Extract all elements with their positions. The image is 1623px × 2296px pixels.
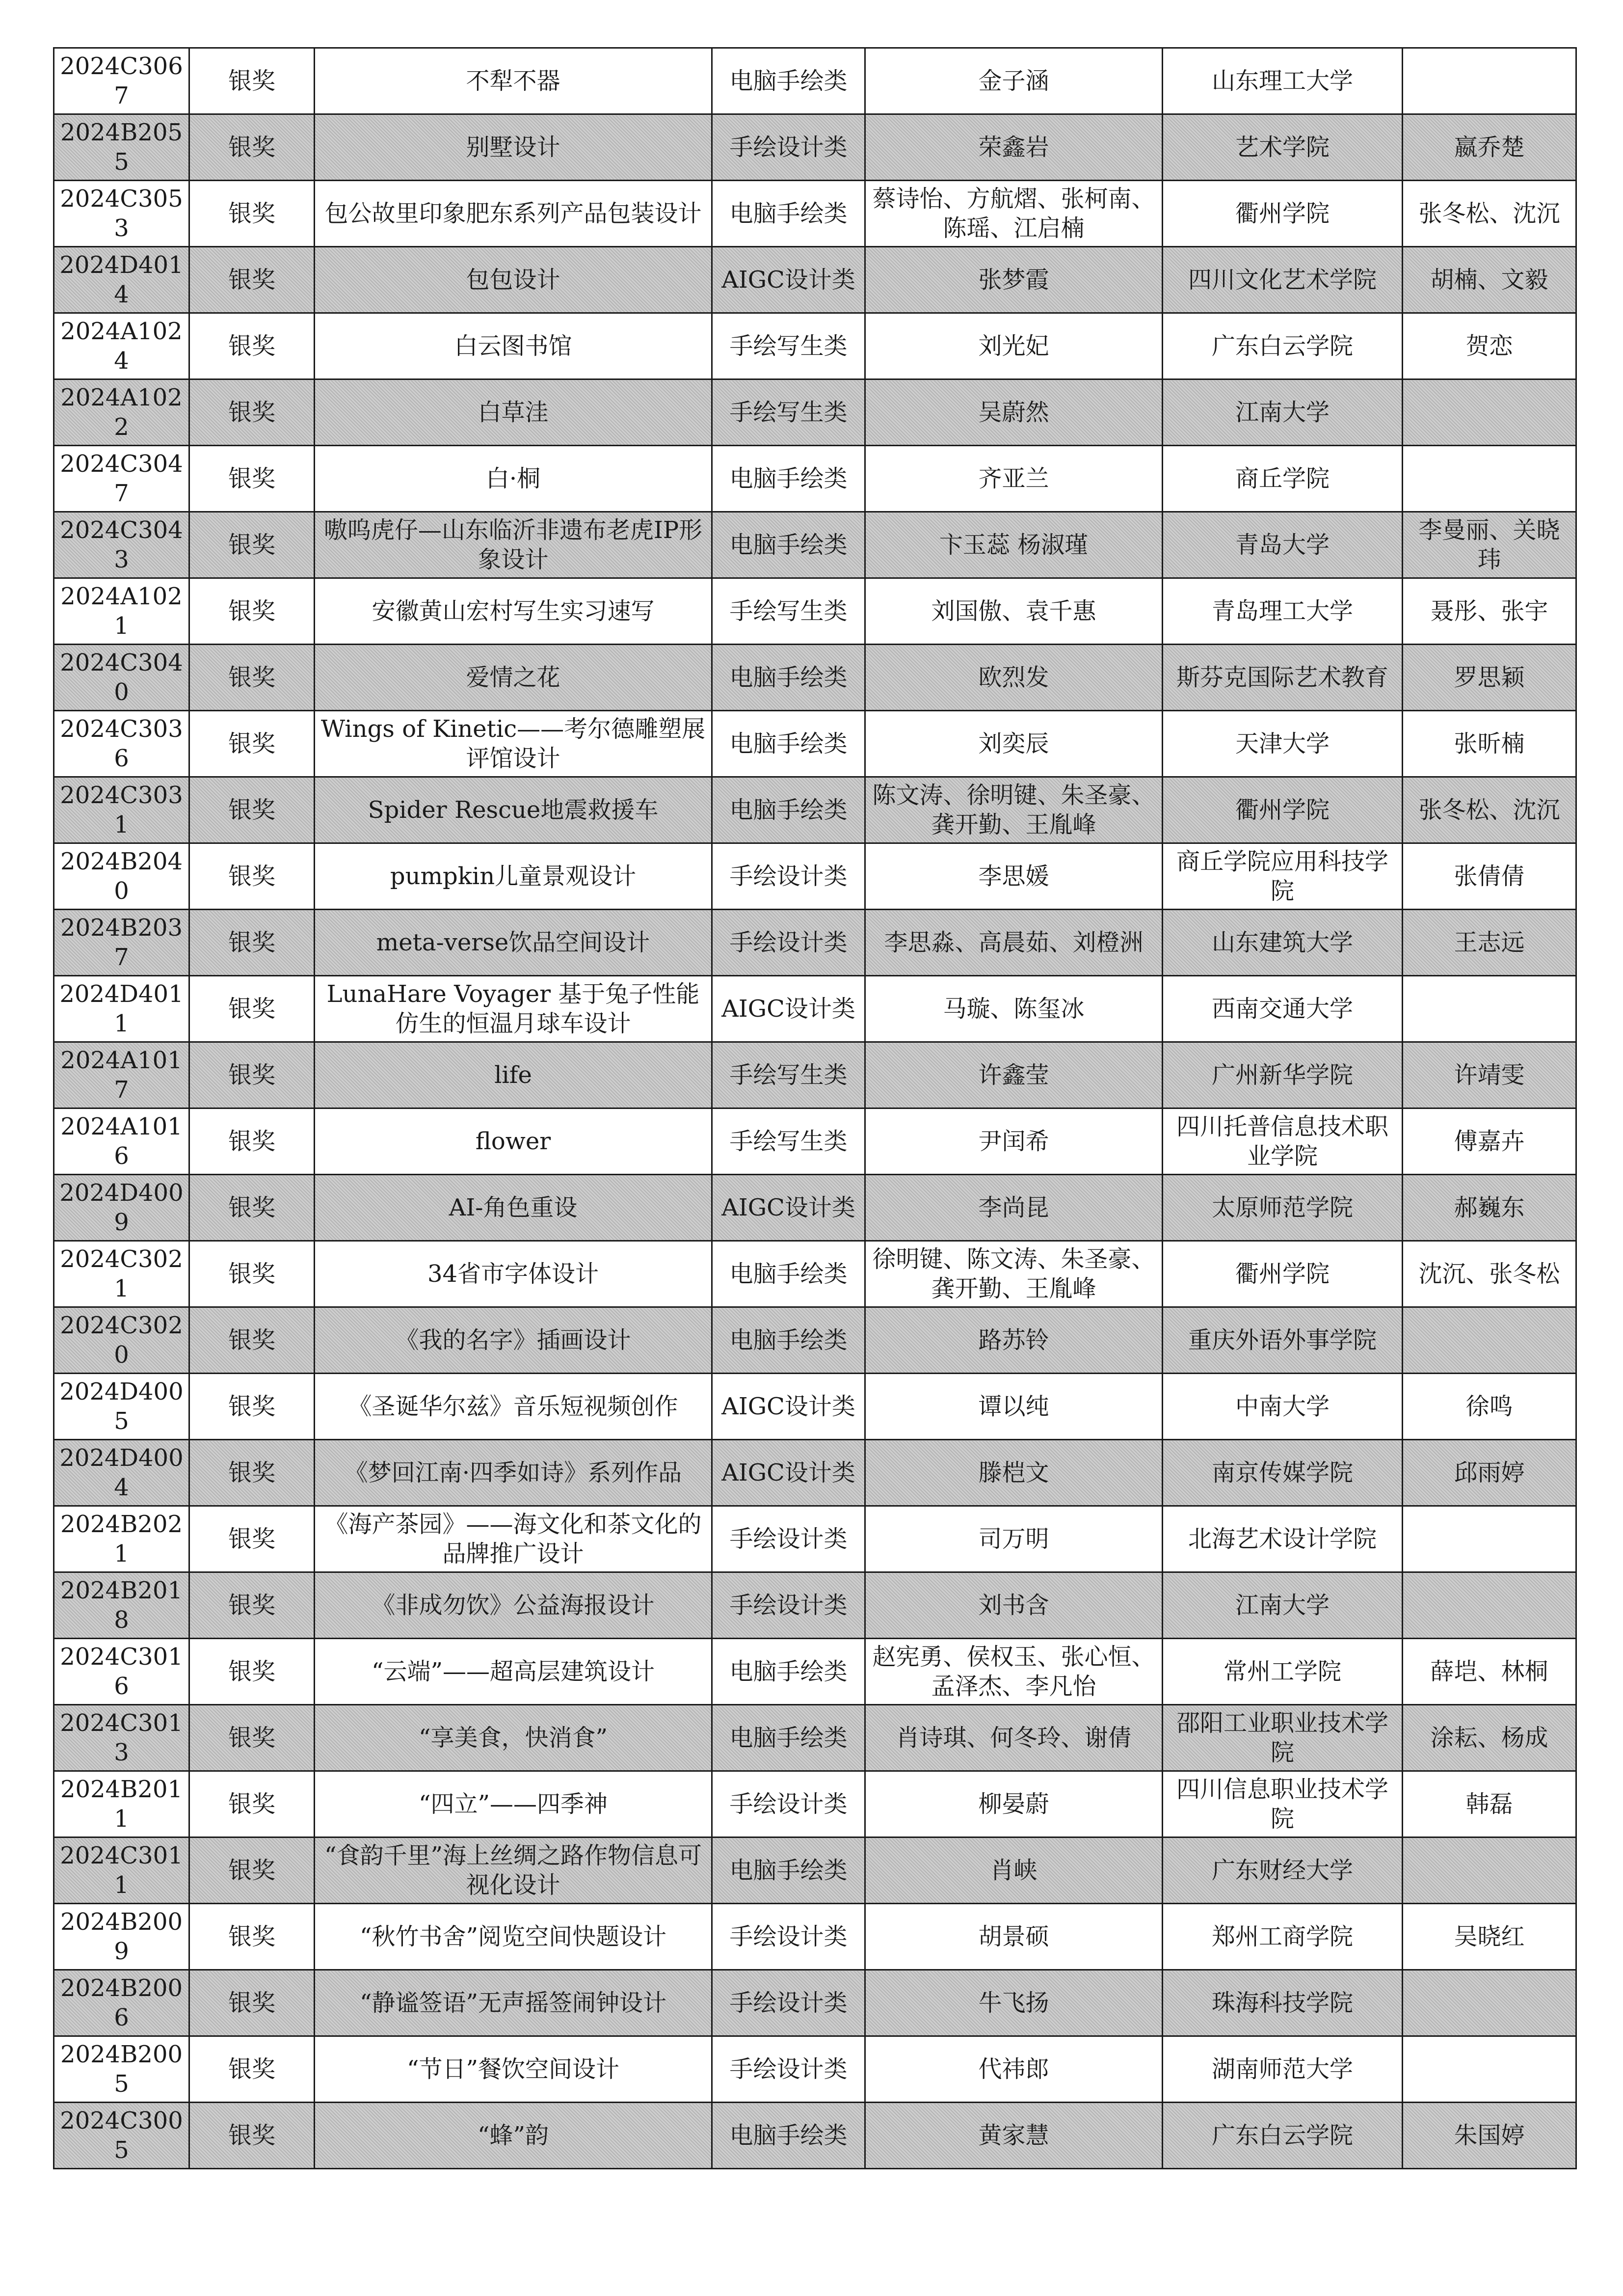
category-cell: 电脑手绘类 xyxy=(712,711,865,777)
author-cell: 吴蔚然 xyxy=(865,379,1163,446)
award-level-cell: 银奖 xyxy=(189,777,315,843)
entry-id-cell: 2024B2018 xyxy=(54,1572,189,1639)
category-cell: AIGC设计类 xyxy=(712,247,865,313)
category-cell: 手绘写生类 xyxy=(712,1042,865,1108)
entry-id-cell: 2024D4009 xyxy=(54,1175,189,1241)
table-row xyxy=(54,1042,1576,1108)
work-title-cell: “秋竹书舍”阅览空间快题设计 xyxy=(315,1904,712,1970)
school-cell: 商丘学院 xyxy=(1163,446,1403,512)
work-title-cell: 《梦回江南·四季如诗》系列作品 xyxy=(315,1440,712,1506)
category-cell: 电脑手绘类 xyxy=(712,645,865,711)
table-row xyxy=(54,1506,1576,1572)
author-cell: 李尚昆 xyxy=(865,1175,1163,1241)
advisor-cell xyxy=(1403,2036,1576,2103)
award-level-cell: 银奖 xyxy=(189,1175,315,1241)
author-cell: 金子涵 xyxy=(865,48,1163,114)
work-title-cell: 白草洼 xyxy=(315,379,712,446)
table-row xyxy=(54,379,1576,446)
author-cell: 刘奕辰 xyxy=(865,711,1163,777)
work-title-cell: life xyxy=(315,1042,712,1108)
table-row xyxy=(54,711,1576,777)
author-cell: 李思媛 xyxy=(865,843,1163,910)
awards-table xyxy=(53,47,1577,2169)
advisor-cell: 张冬松、沈沉 xyxy=(1403,181,1576,247)
table-row xyxy=(54,247,1576,313)
entry-id-cell: 2024C3013 xyxy=(54,1705,189,1771)
advisor-cell xyxy=(1403,379,1576,446)
advisor-cell: 吴晓红 xyxy=(1403,1904,1576,1970)
entry-id-cell: 2024D4011 xyxy=(54,976,189,1042)
entry-id-cell: 2024A1022 xyxy=(54,379,189,446)
school-cell: 广东白云学院 xyxy=(1163,313,1403,379)
category-cell: AIGC设计类 xyxy=(712,1374,865,1440)
work-title-cell: “享美食，快消食” xyxy=(315,1705,712,1771)
award-level-cell: 银奖 xyxy=(189,446,315,512)
school-cell: 西南交通大学 xyxy=(1163,976,1403,1042)
advisor-cell: 邱雨婷 xyxy=(1403,1440,1576,1506)
work-title-cell: 34省市字体设计 xyxy=(315,1241,712,1307)
table-row xyxy=(54,777,1576,843)
entry-id-cell: 2024A1016 xyxy=(54,1108,189,1175)
work-title-cell: 包包设计 xyxy=(315,247,712,313)
work-title-cell: Spider Rescue地震救援车 xyxy=(315,777,712,843)
school-cell: 珠海科技学院 xyxy=(1163,1970,1403,2036)
advisor-cell: 罗思颖 xyxy=(1403,645,1576,711)
table-row xyxy=(54,1307,1576,1374)
advisor-cell: 傅嘉卉 xyxy=(1403,1108,1576,1175)
advisor-cell: 许靖雯 xyxy=(1403,1042,1576,1108)
advisor-cell: 沈沉、张冬松 xyxy=(1403,1241,1576,1307)
author-cell: 欧烈发 xyxy=(865,645,1163,711)
advisor-cell: 胡楠、文毅 xyxy=(1403,247,1576,313)
work-title-cell: 包公故里印象肥东系列产品包装设计 xyxy=(315,181,712,247)
category-cell: 手绘写生类 xyxy=(712,1108,865,1175)
table-row xyxy=(54,313,1576,379)
table-row xyxy=(54,1108,1576,1175)
author-cell: 刘国傲、袁千惠 xyxy=(865,578,1163,645)
award-level-cell: 银奖 xyxy=(189,48,315,114)
table-row xyxy=(54,512,1576,578)
author-cell: 司万明 xyxy=(865,1506,1163,1572)
author-cell: 代祎郎 xyxy=(865,2036,1163,2103)
entry-id-cell: 2024C3040 xyxy=(54,645,189,711)
work-title-cell: “静谧签语”无声摇签闹钟设计 xyxy=(315,1970,712,2036)
author-cell: 蔡诗怡、方航熠、张柯南、陈瑶、江启楠 xyxy=(865,181,1163,247)
entry-id-cell: 2024D4004 xyxy=(54,1440,189,1506)
advisor-cell: 朱国婷 xyxy=(1403,2103,1576,2169)
entry-id-cell: 2024B2009 xyxy=(54,1904,189,1970)
category-cell: 手绘设计类 xyxy=(712,1904,865,1970)
award-level-cell: 银奖 xyxy=(189,1639,315,1705)
awards-table-body xyxy=(54,48,1576,2169)
table-row xyxy=(54,645,1576,711)
advisor-cell xyxy=(1403,1506,1576,1572)
entry-id-cell: 2024B2006 xyxy=(54,1970,189,2036)
author-cell: 许鑫莹 xyxy=(865,1042,1163,1108)
school-cell: 商丘学院应用科技学院 xyxy=(1163,843,1403,910)
author-cell: 赵宪勇、侯权玉、张心恒、孟泽杰、李凡怡 xyxy=(865,1639,1163,1705)
school-cell: 青岛大学 xyxy=(1163,512,1403,578)
school-cell: 太原师范学院 xyxy=(1163,1175,1403,1241)
work-title-cell: 别墅设计 xyxy=(315,114,712,181)
table-row xyxy=(54,1175,1576,1241)
advisor-cell: 薛垲、林桐 xyxy=(1403,1639,1576,1705)
author-cell: 柳晏蔚 xyxy=(865,1771,1163,1837)
entry-id-cell: 2024C3047 xyxy=(54,446,189,512)
category-cell: 电脑手绘类 xyxy=(712,1307,865,1374)
category-cell: 手绘设计类 xyxy=(712,2036,865,2103)
category-cell: 电脑手绘类 xyxy=(712,181,865,247)
table-row xyxy=(54,1837,1576,1904)
advisor-cell xyxy=(1403,976,1576,1042)
work-title-cell: 安徽黄山宏村写生实习速写 xyxy=(315,578,712,645)
entry-id-cell: 2024A1021 xyxy=(54,578,189,645)
award-level-cell: 银奖 xyxy=(189,1440,315,1506)
author-cell: 李思淼、高晨茹、刘橙洲 xyxy=(865,910,1163,976)
author-cell: 尹闰希 xyxy=(865,1108,1163,1175)
entry-id-cell: 2024B2040 xyxy=(54,843,189,910)
award-level-cell: 银奖 xyxy=(189,578,315,645)
school-cell: 山东理工大学 xyxy=(1163,48,1403,114)
advisor-cell xyxy=(1403,1837,1576,1904)
table-row xyxy=(54,843,1576,910)
work-title-cell: 白云图书馆 xyxy=(315,313,712,379)
entry-id-cell: 2024D4014 xyxy=(54,247,189,313)
author-cell: 肖诗琪、何冬玲、谢倩 xyxy=(865,1705,1163,1771)
category-cell: 电脑手绘类 xyxy=(712,48,865,114)
award-level-cell: 银奖 xyxy=(189,379,315,446)
author-cell: 卞玉蕊 杨淑瑾 xyxy=(865,512,1163,578)
work-title-cell: flower xyxy=(315,1108,712,1175)
category-cell: 电脑手绘类 xyxy=(712,1639,865,1705)
entry-id-cell: 2024C3053 xyxy=(54,181,189,247)
entry-id-cell: 2024B2005 xyxy=(54,2036,189,2103)
work-title-cell: 《圣诞华尔兹》音乐短视频创作 xyxy=(315,1374,712,1440)
award-level-cell: 银奖 xyxy=(189,910,315,976)
school-cell: 重庆外语外事学院 xyxy=(1163,1307,1403,1374)
award-level-cell: 银奖 xyxy=(189,181,315,247)
work-title-cell: 《海产茶园》——海文化和茶文化的品牌推广设计 xyxy=(315,1506,712,1572)
category-cell: 手绘设计类 xyxy=(712,114,865,181)
school-cell: 衢州学院 xyxy=(1163,777,1403,843)
advisor-cell xyxy=(1403,1307,1576,1374)
author-cell: 路苏铃 xyxy=(865,1307,1163,1374)
work-title-cell: meta-verse饮品空间设计 xyxy=(315,910,712,976)
award-level-cell: 银奖 xyxy=(189,1572,315,1639)
table-row xyxy=(54,2103,1576,2169)
work-title-cell: pumpkin儿童景观设计 xyxy=(315,843,712,910)
category-cell: 手绘设计类 xyxy=(712,1572,865,1639)
table-row xyxy=(54,1970,1576,2036)
work-title-cell: Wings of Kinetic——考尔德雕塑展评馆设计 xyxy=(315,711,712,777)
work-title-cell: LunaHare Voyager 基于兔子性能仿生的恒温月球车设计 xyxy=(315,976,712,1042)
category-cell: 手绘设计类 xyxy=(712,843,865,910)
work-title-cell: “四立”——四季神 xyxy=(315,1771,712,1837)
entry-id-cell: 2024C3067 xyxy=(54,48,189,114)
table-row xyxy=(54,1904,1576,1970)
advisor-cell: 张昕楠 xyxy=(1403,711,1576,777)
table-row xyxy=(54,1705,1576,1771)
author-cell: 谭以纯 xyxy=(865,1374,1163,1440)
work-title-cell: “食韵千里”海上丝绸之路作物信息可视化设计 xyxy=(315,1837,712,1904)
category-cell: AIGC设计类 xyxy=(712,976,865,1042)
category-cell: 电脑手绘类 xyxy=(712,1705,865,1771)
award-level-cell: 银奖 xyxy=(189,711,315,777)
school-cell: 斯芬克国际艺术教育 xyxy=(1163,645,1403,711)
award-level-cell: 银奖 xyxy=(189,114,315,181)
category-cell: AIGC设计类 xyxy=(712,1175,865,1241)
work-title-cell: 不犁不器 xyxy=(315,48,712,114)
school-cell: 广州新华学院 xyxy=(1163,1042,1403,1108)
category-cell: 电脑手绘类 xyxy=(712,1241,865,1307)
author-cell: 胡景硕 xyxy=(865,1904,1163,1970)
author-cell: 张梦霞 xyxy=(865,247,1163,313)
school-cell: 北海艺术设计学院 xyxy=(1163,1506,1403,1572)
entry-id-cell: 2024B2055 xyxy=(54,114,189,181)
work-title-cell: 白·桐 xyxy=(315,446,712,512)
advisor-cell xyxy=(1403,1970,1576,2036)
award-level-cell: 银奖 xyxy=(189,1042,315,1108)
entry-id-cell: 2024A1017 xyxy=(54,1042,189,1108)
advisor-cell: 张倩倩 xyxy=(1403,843,1576,910)
advisor-cell: 徐鸣 xyxy=(1403,1374,1576,1440)
author-cell: 牛飞扬 xyxy=(865,1970,1163,2036)
advisor-cell: 王志远 xyxy=(1403,910,1576,976)
work-title-cell: “蜂”韵 xyxy=(315,2103,712,2169)
category-cell: 电脑手绘类 xyxy=(712,777,865,843)
school-cell: 江南大学 xyxy=(1163,379,1403,446)
entry-id-cell: 2024C3031 xyxy=(54,777,189,843)
school-cell: 南京传媒学院 xyxy=(1163,1440,1403,1506)
advisor-cell xyxy=(1403,446,1576,512)
category-cell: 电脑手绘类 xyxy=(712,446,865,512)
award-level-cell: 银奖 xyxy=(189,313,315,379)
award-level-cell: 银奖 xyxy=(189,512,315,578)
school-cell: 四川托普信息技术职业学院 xyxy=(1163,1108,1403,1175)
author-cell: 肖峡 xyxy=(865,1837,1163,1904)
work-title-cell: 《非成勿饮》公益海报设计 xyxy=(315,1572,712,1639)
award-level-cell: 银奖 xyxy=(189,1837,315,1904)
award-level-cell: 银奖 xyxy=(189,2103,315,2169)
entry-id-cell: 2024C3011 xyxy=(54,1837,189,1904)
award-level-cell: 银奖 xyxy=(189,247,315,313)
award-level-cell: 银奖 xyxy=(189,1241,315,1307)
work-title-cell: 《我的名字》插画设计 xyxy=(315,1307,712,1374)
category-cell: AIGC设计类 xyxy=(712,1440,865,1506)
category-cell: 手绘写生类 xyxy=(712,578,865,645)
category-cell: 手绘写生类 xyxy=(712,379,865,446)
author-cell: 徐明键、陈文涛、朱圣豪、龚开勤、王胤峰 xyxy=(865,1241,1163,1307)
advisor-cell: 贺恋 xyxy=(1403,313,1576,379)
table-row xyxy=(54,1241,1576,1307)
entry-id-cell: 2024C3016 xyxy=(54,1639,189,1705)
school-cell: 广东白云学院 xyxy=(1163,2103,1403,2169)
entry-id-cell: 2024B2021 xyxy=(54,1506,189,1572)
school-cell: 四川文化艺术学院 xyxy=(1163,247,1403,313)
award-level-cell: 银奖 xyxy=(189,1970,315,2036)
work-title-cell: “节日”餐饮空间设计 xyxy=(315,2036,712,2103)
table-row xyxy=(54,2036,1576,2103)
table-row xyxy=(54,48,1576,114)
advisor-cell: 李曼丽、关晓玮 xyxy=(1403,512,1576,578)
advisor-cell: 涂耘、杨成 xyxy=(1403,1705,1576,1771)
school-cell: 青岛理工大学 xyxy=(1163,578,1403,645)
table-row xyxy=(54,1572,1576,1639)
author-cell: 荣鑫岩 xyxy=(865,114,1163,181)
school-cell: 中南大学 xyxy=(1163,1374,1403,1440)
school-cell: 四川信息职业技术学院 xyxy=(1163,1771,1403,1837)
entry-id-cell: 2024B2011 xyxy=(54,1771,189,1837)
entry-id-cell: 2024A1024 xyxy=(54,313,189,379)
school-cell: 湖南师范大学 xyxy=(1163,2036,1403,2103)
category-cell: 电脑手绘类 xyxy=(712,2103,865,2169)
award-level-cell: 银奖 xyxy=(189,976,315,1042)
table-row xyxy=(54,910,1576,976)
award-level-cell: 银奖 xyxy=(189,1705,315,1771)
advisor-cell: 嬴乔楚 xyxy=(1403,114,1576,181)
award-level-cell: 银奖 xyxy=(189,1374,315,1440)
category-cell: 手绘设计类 xyxy=(712,1506,865,1572)
award-level-cell: 银奖 xyxy=(189,1506,315,1572)
entry-id-cell: 2024B2037 xyxy=(54,910,189,976)
author-cell: 黄家慧 xyxy=(865,2103,1163,2169)
category-cell: 手绘设计类 xyxy=(712,910,865,976)
advisor-cell: 韩磊 xyxy=(1403,1771,1576,1837)
work-title-cell: AI-角色重设 xyxy=(315,1175,712,1241)
school-cell: 山东建筑大学 xyxy=(1163,910,1403,976)
entry-id-cell: 2024C3005 xyxy=(54,2103,189,2169)
author-cell: 陈文涛、徐明键、朱圣豪、龚开勤、王胤峰 xyxy=(865,777,1163,843)
school-cell: 江南大学 xyxy=(1163,1572,1403,1639)
advisor-cell: 聂彤、张宇 xyxy=(1403,578,1576,645)
school-cell: 邵阳工业职业技术学院 xyxy=(1163,1705,1403,1771)
work-title-cell: “云端”——超高层建筑设计 xyxy=(315,1639,712,1705)
category-cell: 电脑手绘类 xyxy=(712,1837,865,1904)
category-cell: 手绘设计类 xyxy=(712,1970,865,2036)
category-cell: 电脑手绘类 xyxy=(712,512,865,578)
entry-id-cell: 2024D4005 xyxy=(54,1374,189,1440)
award-level-cell: 银奖 xyxy=(189,645,315,711)
award-level-cell: 银奖 xyxy=(189,1108,315,1175)
table-row xyxy=(54,114,1576,181)
author-cell: 刘书含 xyxy=(865,1572,1163,1639)
table-row xyxy=(54,1440,1576,1506)
category-cell: 手绘设计类 xyxy=(712,1771,865,1837)
entry-id-cell: 2024C3036 xyxy=(54,711,189,777)
school-cell: 艺术学院 xyxy=(1163,114,1403,181)
school-cell: 衢州学院 xyxy=(1163,181,1403,247)
table-row xyxy=(54,1374,1576,1440)
entry-id-cell: 2024C3020 xyxy=(54,1307,189,1374)
school-cell: 衢州学院 xyxy=(1163,1241,1403,1307)
table-row xyxy=(54,446,1576,512)
school-cell: 广东财经大学 xyxy=(1163,1837,1403,1904)
table-row xyxy=(54,181,1576,247)
table-row xyxy=(54,976,1576,1042)
advisor-cell xyxy=(1403,1572,1576,1639)
school-cell: 常州工学院 xyxy=(1163,1639,1403,1705)
work-title-cell: 爱情之花 xyxy=(315,645,712,711)
entry-id-cell: 2024C3021 xyxy=(54,1241,189,1307)
author-cell: 刘光妃 xyxy=(865,313,1163,379)
author-cell: 齐亚兰 xyxy=(865,446,1163,512)
school-cell: 郑州工商学院 xyxy=(1163,1904,1403,1970)
table-row xyxy=(54,578,1576,645)
award-level-cell: 银奖 xyxy=(189,1771,315,1837)
award-level-cell: 银奖 xyxy=(189,2036,315,2103)
advisor-cell xyxy=(1403,48,1576,114)
award-level-cell: 银奖 xyxy=(189,1307,315,1374)
table-row xyxy=(54,1771,1576,1837)
table-row xyxy=(54,1639,1576,1705)
school-cell: 天津大学 xyxy=(1163,711,1403,777)
author-cell: 滕桤文 xyxy=(865,1440,1163,1506)
work-title-cell: 嗷呜虎仔—山东临沂非遗布老虎IP形象设计 xyxy=(315,512,712,578)
advisor-cell: 张冬松、沈沉 xyxy=(1403,777,1576,843)
entry-id-cell: 2024C3043 xyxy=(54,512,189,578)
award-level-cell: 银奖 xyxy=(189,1904,315,1970)
category-cell: 手绘写生类 xyxy=(712,313,865,379)
advisor-cell: 郝巍东 xyxy=(1403,1175,1576,1241)
award-level-cell: 银奖 xyxy=(189,843,315,910)
author-cell: 马璇、陈玺冰 xyxy=(865,976,1163,1042)
